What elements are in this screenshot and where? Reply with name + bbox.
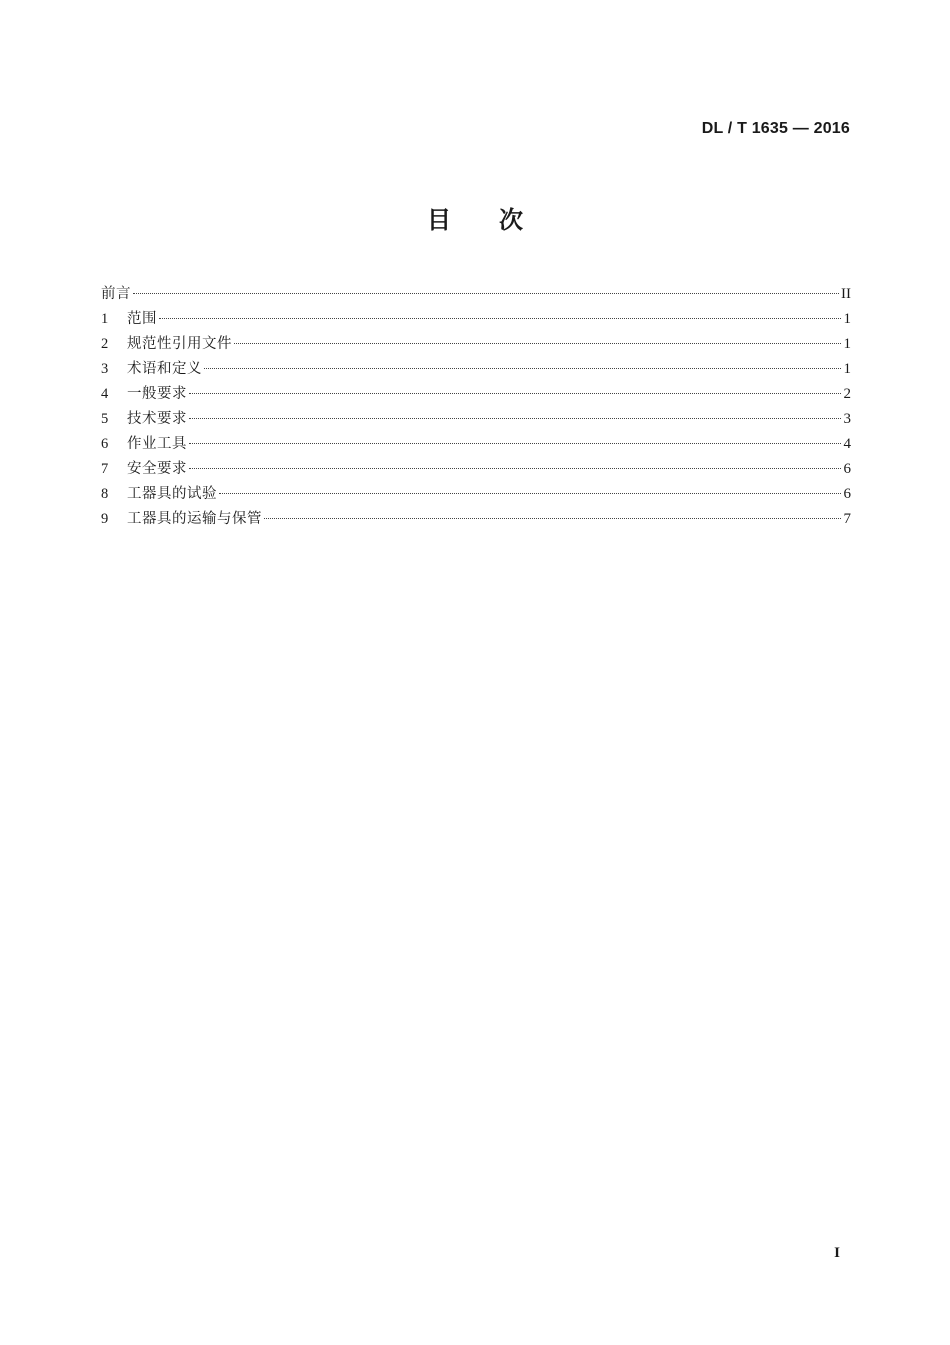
page-number: I — [834, 1245, 840, 1261]
toc-entry-number: 2 — [101, 336, 109, 352]
toc-entry-number: 9 — [101, 511, 109, 527]
toc-entry-title: 一般要求 — [127, 386, 187, 402]
toc-entry-page: 1 — [843, 361, 851, 377]
toc-entry-number: 6 — [101, 436, 109, 452]
toc-entry-9[interactable] — [101, 507, 851, 532]
toc-entry-8[interactable] — [101, 482, 851, 507]
toc-entry-page: 1 — [843, 336, 851, 352]
toc-dot-leader — [204, 368, 841, 369]
toc-dot-leader — [219, 493, 841, 494]
toc-entry-page: 7 — [843, 511, 851, 527]
toc-entry-1[interactable] — [101, 307, 851, 332]
toc-entry-title: 工器具的运输与保管 — [127, 511, 262, 527]
toc-entry-page: 6 — [843, 461, 851, 477]
toc-entry-page: 4 — [843, 436, 851, 452]
toc-entry-page: 3 — [843, 411, 851, 427]
toc-entry-2[interactable] — [101, 332, 851, 357]
toc-entry-title: 规范性引用文件 — [127, 336, 232, 352]
table-of-contents — [101, 282, 851, 532]
toc-entry-page: 2 — [843, 386, 851, 402]
toc-entry-title: 技术要求 — [127, 411, 187, 427]
toc-dot-leader — [189, 393, 841, 394]
toc-dot-leader — [159, 318, 841, 319]
toc-dot-leader — [133, 293, 839, 294]
toc-entry-5[interactable] — [101, 407, 851, 432]
toc-entry-7[interactable] — [101, 457, 851, 482]
toc-entry-number: 5 — [101, 411, 109, 427]
toc-entry-number: 8 — [101, 486, 109, 502]
toc-dot-leader — [189, 418, 841, 419]
toc-entry-title: 工器具的试验 — [127, 486, 217, 502]
toc-dot-leader — [189, 468, 841, 469]
toc-entry-foreword[interactable] — [101, 282, 851, 307]
toc-dot-leader — [264, 518, 841, 519]
toc-entry-page: II — [841, 286, 851, 302]
toc-entry-title: 范围 — [127, 311, 157, 327]
toc-entry-number: 7 — [101, 461, 109, 477]
toc-entry-page: 6 — [843, 486, 851, 502]
toc-entry-title: 前言 — [101, 286, 131, 302]
toc-entry-4[interactable] — [101, 382, 851, 407]
toc-entry-number: 4 — [101, 386, 109, 402]
toc-entry-number: 3 — [101, 361, 109, 377]
toc-entry-3[interactable] — [101, 357, 851, 382]
toc-entry-number: 1 — [101, 311, 109, 327]
standard-code: DL / T 1635 — 2016 — [701, 120, 850, 137]
toc-entry-title: 作业工具 — [127, 436, 187, 452]
page-title: 目次 — [427, 206, 571, 234]
toc-entry-page: 1 — [843, 311, 851, 327]
toc-dot-leader — [234, 343, 841, 344]
toc-dot-leader — [189, 443, 841, 444]
toc-entry-title: 术语和定义 — [127, 361, 202, 377]
toc-entry-title: 安全要求 — [127, 461, 187, 477]
toc-entry-6[interactable] — [101, 432, 851, 457]
